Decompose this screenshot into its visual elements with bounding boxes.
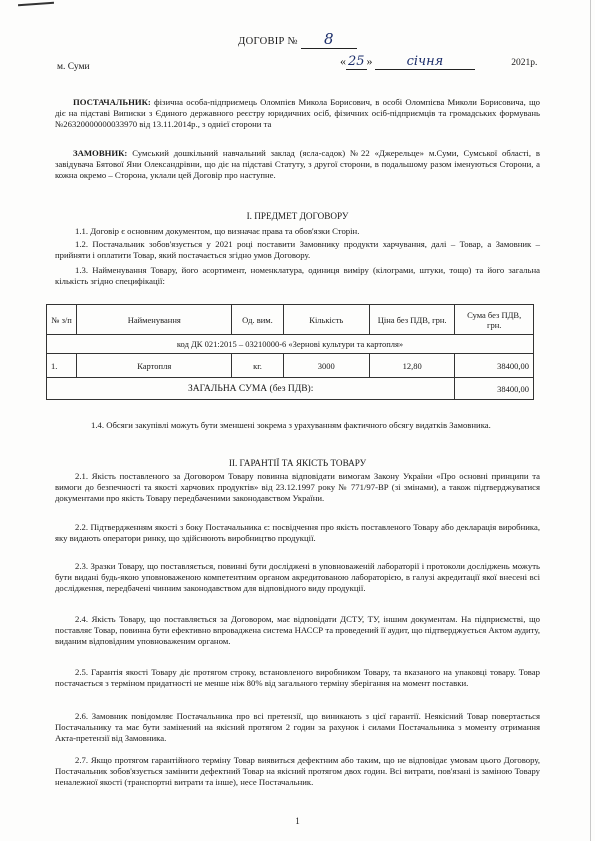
row-qty: 3000 [283, 354, 369, 378]
scan-edge [590, 0, 591, 841]
clause-2-7: 2.7. Якщо протягом гарантійного терміну Товар виявиться дефектним або таким, що не відповідає умовам цього Договору, Постачальник зобов'язується замінити дефектний Товар на якісний протягом двох годин. Всі витрати, пов'язані із заміною Товару неналежної якості (транспортні витрати та інше), несе Постачальник. [55, 755, 540, 787]
header-name: Найменування [77, 305, 232, 335]
clause-2-1: 2.1. Якість поставленого за Договором Товару повинна відповідати вимогам Закону України «Про основні принципи та вимоги до безпечності та якості харчових продуктів» від 23.12.1997 року № 771/97-ВР (зі змінами), а також підтверджуватися документами про якість Товару передбаченими законодавством України. [55, 471, 540, 503]
clause-1-2: 1.2. Постачальник зобов'язується у 2021 році поставити Замовнику продукти харчування, далі – Товар, а Замовник – прийняти і оплатити Товар, який постачається згідно умов Договору. [55, 239, 540, 260]
clause-1-3: 1.3. Найменування Товару, його асортимент, номенклатура, одиниця виміру (кілограми, штуки, тощо) та його загальна кількість згідно специфікації: [55, 265, 540, 286]
title-prefix: ДОГОВІР № [238, 36, 298, 47]
scan-mark [18, 2, 54, 7]
row-name: Картопля [77, 354, 232, 378]
row-num: 1. [47, 354, 77, 378]
city: м. Суми [57, 62, 90, 72]
code-cell: код ДК 021:2015 – 03210000-6 «Зернові культури та картопля» [47, 335, 534, 354]
contract-number: 8 [301, 30, 357, 49]
clause-2-4: 2.4. Якість Товару, що поставляється за Договором, має відповідати ДСТУ, ТУ, іншим документам. На підприємстві, що поставляє Товар, повинна бути ефективно впроваджена система НАССР та проведений її аудит, що підтверджується Актом аудиту, виданим відповідним уповноваженим органом. [55, 614, 540, 646]
clause-1-1: 1.1. Договір є основним документом, що визначає права та обов'язки Сторін. [75, 226, 360, 236]
clause-2-2: 2.2. Підтвердженням якості з боку Постачальника є: посвідчення про якість поставленого Товару або декларація виробника, яку видають оператори ринку, що здійснюють виробництво продукції. [55, 522, 540, 543]
page-number: 1 [295, 816, 300, 826]
customer-paragraph [55, 148, 540, 181]
section-1-title: І. ПРЕДМЕТ ДОГОВОРУ [246, 211, 349, 221]
header-num: № з/п [47, 305, 77, 335]
table-header-row [47, 305, 534, 335]
supplier-label: ПОСТАЧАЛЬНИК: [73, 97, 151, 107]
section-2-title: ІІ. ГАРАНТІЇ ТА ЯКІСТЬ ТОВАРУ [228, 458, 367, 468]
date-day: 25 [348, 54, 365, 69]
header-qty: Кількість [283, 305, 369, 335]
total-value: 38400,00 [455, 378, 534, 400]
specification-table [46, 304, 534, 400]
contract-date: « 25 » січня 2021р. [340, 54, 538, 69]
total-label: ЗАГАЛЬНА СУМА (без ПДВ): [47, 378, 455, 400]
table-total-row [47, 378, 534, 400]
row-unit: кг. [232, 354, 283, 378]
supplier-paragraph [55, 97, 540, 130]
table-row [47, 354, 534, 378]
row-sum: 38400,00 [455, 354, 534, 378]
date-year: 2021р. [511, 58, 538, 68]
row-price: 12,80 [369, 354, 454, 378]
header-price: Ціна без ПДВ, грн. [369, 305, 454, 335]
contract-title [0, 30, 595, 49]
clause-1-4: 1.4. Обсяги закупівлі можуть бути зменшені зокрема з урахуванням фактичного обсягу видатків Замовника. [91, 420, 491, 430]
header-sum: Сума без ПДВ, грн. [455, 305, 534, 335]
customer-label: ЗАМОВНИК: [73, 148, 128, 158]
supplier-text: фізична особа-підприємець Оломпієв Микола Борисович, в особі Оломпієва Миколи Борисовича, що діє на підставі Виписки з Єдиного державного реєстру юридичних осіб, фізичних осіб-підприємців та громадських формувань №26320000000033970 від 13.11.2014р., з однієї сторони та [55, 97, 540, 129]
clause-2-5: 2.5. Гарантія якості Товару діє протягом строку, встановленого виробником Товару, та вказаного на упаковці товару. Товар постачається з терміном придатності не менше ніж 80% від загального терміну зберігання на момент поставки. [55, 667, 540, 688]
header-unit: Од. вим. [232, 305, 283, 335]
customer-text: Сумський дошкільний навчальний заклад (ясла-садок) №22 «Джерельце» м.Суми, Сумської області, в завідувача Бятової Яни Олександрівни, що діє на підставі Статуту, з другої сторони, в подальшому разом іменуються Сторони, а кожна окремо – Сторона, уклали цей Договір про наступне. [55, 148, 540, 180]
clause-2-6: 2.6. Замовник повідомляє Постачальника про всі претензії, що виникають з цієї гарантії. Неякісний Товар повертається Постачальнику та має бути замінений на якісний протягом 2 годин за рахунок і силами Постачальника з моменту отримання Акта-претензії від Замовника. [55, 711, 540, 743]
clause-2-3: 2.3. Зразки Товару, що поставляється, повинні бути досліджені в уповноваженій лабораторії і протоколи досліджень можуть бути видані будь-якою уповноваженою компетентним органом акредитованою лабораторією, в галузі акредитації якої внесені всі дослідження, передбачені чинним законодавством для відповідного виду продукції. [55, 561, 540, 593]
date-month: січня [375, 54, 475, 70]
table-code-row [47, 335, 534, 354]
